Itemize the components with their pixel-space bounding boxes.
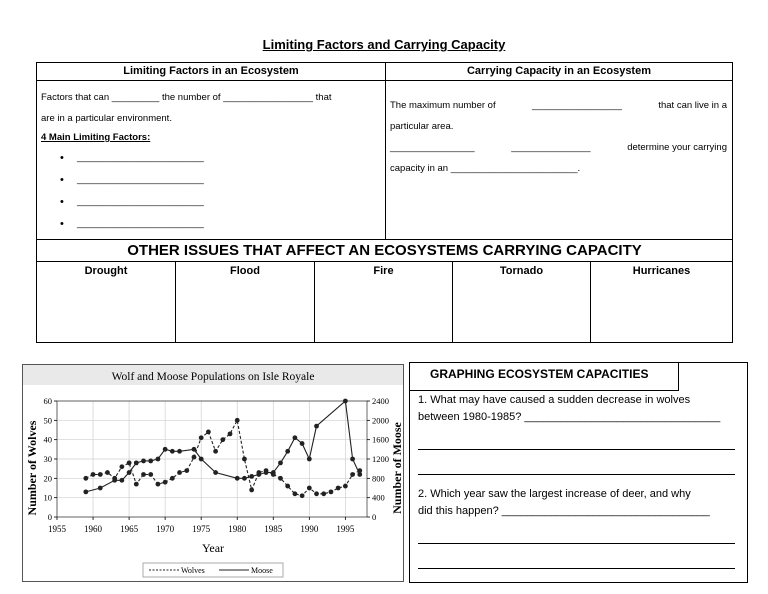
data-point-wolves [307,486,312,491]
data-point-moose [314,424,319,429]
data-point-moose [293,435,298,440]
data-point-wolves [199,435,204,440]
data-point-moose [271,470,276,475]
data-point-wolves [156,482,161,487]
data-point-wolves [235,418,240,423]
answer-line[interactable] [418,449,735,450]
data-point-wolves [350,472,355,477]
data-point-moose [119,478,124,483]
limiting-factor-blank[interactable]: • ________________________ [77,191,385,213]
data-point-wolves [206,430,211,435]
y-left-tick-label: 40 [43,434,52,445]
y-right-tick-label: 800 [372,473,385,484]
data-point-wolves [329,489,334,494]
y-left-tick-label: 50 [43,415,52,426]
other-issues-banner [36,239,733,262]
data-point-moose [148,459,153,464]
limiting-factor-blank[interactable]: • ________________________ [77,169,385,191]
limiting-factor-blank[interactable]: • ________________________ [77,213,385,235]
x-tick-label: 1965 [120,524,139,534]
issue-column-fire: Fire [315,262,453,342]
question-1 [418,392,743,426]
data-point-wolves [314,491,319,496]
x-tick-label: 1975 [192,524,211,534]
data-point-moose [264,470,269,475]
data-point-wolves [127,460,132,465]
x-tick-label: 1980 [228,524,247,534]
chart-title: Wolf and Moose Populations on Isle Royale [111,371,315,383]
data-point-moose [134,460,139,465]
x-tick-label: 1995 [336,524,355,534]
y-left-tick-label: 0 [47,512,52,522]
question-2-line-2[interactable]: did this happen? __________________________________ [418,505,710,517]
other-issues-title: OTHER ISSUES THAT AFFECT AN ECOSYSTEMS CARRYING CAPACITY [127,242,642,259]
carrying-line-1c: that can live in a [658,100,727,111]
data-point-wolves [83,476,88,481]
carrying-capacity-box [385,62,733,240]
data-point-wolves [220,437,225,442]
data-point-moose [278,460,283,465]
data-point-moose [199,457,204,462]
legend-label: Moose [251,566,273,575]
y-right-tick-label: 2400 [372,396,389,406]
data-point-wolves [192,455,197,460]
data-point-wolves [91,472,96,477]
data-point-moose [235,476,240,481]
data-point-wolves [336,486,341,491]
issues-grid [36,261,733,343]
data-point-moose [112,478,117,483]
carrying-blank-2[interactable]: ________________ [390,142,475,153]
data-point-wolves [300,493,305,498]
limiting-factor-blank[interactable]: • ________________________ [77,147,385,169]
question-1-line-2[interactable]: between 1980-1985? ________________________________ [418,411,721,423]
data-point-moose [127,470,132,475]
data-point-moose [343,399,348,404]
legend-label: Wolves [181,566,205,575]
answer-line[interactable] [418,568,735,569]
answer-line[interactable] [418,543,735,544]
graphing-title-box [409,362,679,391]
data-point-moose [242,476,247,481]
data-point-wolves [242,457,247,462]
limiting-factors-header: Limiting Factors in an Ecosystem [37,63,385,81]
carrying-line-3c: determine your carrying [627,142,727,153]
y-axis-left-label: Number of Wolves [25,420,39,516]
x-tick-label: 1985 [264,524,283,534]
limiting-line-2: are in a particular environment. [41,113,172,124]
graphing-title: GRAPHING ECOSYSTEM CAPACITIES [430,367,649,381]
x-tick-label: 1955 [48,524,66,534]
data-point-moose [192,447,197,452]
data-point-wolves [249,488,254,493]
y-axis-right-label: Number of Moose [390,422,403,514]
data-point-wolves [141,472,146,477]
limiting-subhead: 4 Main Limiting Factors: [41,132,151,143]
carrying-line-1a: The maximum number of [390,100,496,111]
answer-line[interactable] [418,474,735,475]
data-point-moose [177,449,182,454]
carrying-capacity-header: Carrying Capacity in an Ecosystem [386,63,732,81]
data-point-wolves [170,476,175,481]
data-point-wolves [184,468,189,473]
y-left-tick-label: 60 [43,396,52,406]
y-right-tick-label: 0 [372,512,377,522]
limiting-factor-list [77,147,385,235]
x-tick-label: 1990 [300,524,319,534]
data-point-moose [249,474,254,479]
page-title: Limiting Factors and Carrying Capacity [262,37,506,52]
data-point-wolves [228,431,233,436]
data-point-moose [83,489,88,494]
y-left-tick-label: 20 [43,473,52,484]
question-2-line-1: 2. Which year saw the largest increase of deer, and why [418,488,691,500]
data-point-moose [213,470,218,475]
question-2 [418,486,743,520]
data-point-moose [156,457,161,462]
data-point-moose [300,441,305,446]
limiting-factors-box [36,62,386,240]
data-point-moose [98,486,103,491]
carrying-line-4: capacity in an ________________________. [390,163,581,174]
data-point-wolves [98,472,103,477]
issue-column-flood: Flood [176,262,315,342]
data-point-moose [350,457,355,462]
y-right-tick-label: 1200 [372,454,389,464]
data-point-moose [163,447,168,452]
carrying-blank-3[interactable]: _______________ [511,142,591,153]
data-point-moose [285,449,290,454]
issue-column-tornado: Tornado [453,262,591,342]
data-point-moose [256,472,261,477]
data-point-moose [357,472,362,477]
data-point-wolves [148,472,153,477]
chart-svg [23,365,403,581]
data-point-wolves [285,484,290,489]
data-point-wolves [134,482,139,487]
data-point-moose [141,459,146,464]
data-point-wolves [343,484,348,489]
y-right-tick-label: 400 [372,492,385,503]
data-point-wolves [213,449,218,454]
carrying-line-2: particular area. [390,121,454,132]
data-point-wolves [163,480,168,485]
data-point-moose [170,449,175,454]
data-point-moose [307,457,312,462]
question-1-line-1: 1. What may have caused a sudden decrease in wolves [418,394,691,406]
data-point-wolves [293,491,298,496]
data-point-wolves [119,464,124,469]
issue-column-hurricanes: Hurricanes [632,265,691,277]
wolf-moose-chart [22,364,404,582]
x-tick-label: 1960 [84,524,103,534]
series-line-wolves [86,420,360,495]
data-point-wolves [105,470,110,475]
data-point-wolves [177,470,182,475]
data-point-wolves [321,491,326,496]
x-axis-label: Year [201,541,225,555]
carrying-blank-1[interactable]: _________________ [532,100,622,111]
y-left-tick-label: 30 [43,454,52,464]
y-right-tick-label: 2000 [372,415,389,426]
x-tick-label: 1970 [156,524,175,534]
data-point-wolves [278,476,283,481]
y-left-tick-label: 10 [43,492,52,503]
issue-column-drought: Drought [37,262,176,342]
limiting-line-1: Factors that can _________ the number of _________________ that [41,92,332,103]
y-right-tick-label: 1600 [372,434,389,445]
